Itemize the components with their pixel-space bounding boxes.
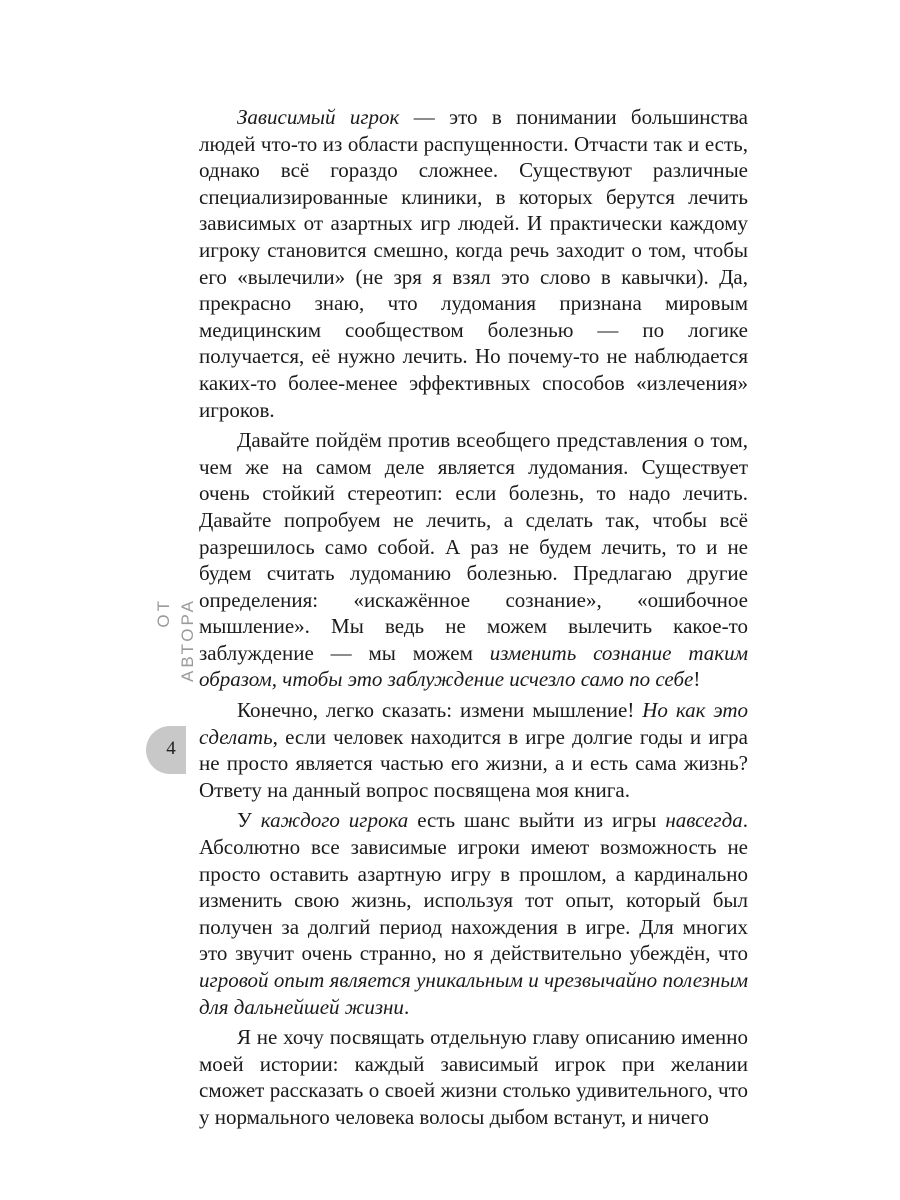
paragraph bbox=[199, 807, 748, 1020]
text-run: , если человек находится в игре долгие годы и игра не просто является частью его жизни, а и есть сама жизнь? Ответу на данный вопрос посвящена моя книга. bbox=[199, 724, 748, 802]
italic-run: игровой опыт является уникальным и чрезвычайно полезным для дальнейшей жизни bbox=[199, 968, 748, 1019]
paragraph bbox=[199, 697, 748, 803]
page-number: 4 bbox=[166, 738, 176, 759]
text-run: Давайте пойдём против всеобщего представления о том, чем же на самом деле является лудомания. Существует очень стойкий стереотип: если болезнь, то надо лечить. Давайте попробуем не лечить, а сделать так, чтобы всё разрешилось само собой. А раз не будем лечить, то и не будем считать лудоманию болезнью. Предлагаю другие определения: «искажённое сознание», «ошибочное мышление». Мы ведь не можем вылечить какое-то заблуждение — мы можем bbox=[199, 428, 748, 665]
text-run: ! bbox=[693, 667, 701, 692]
paragraph bbox=[199, 1024, 748, 1130]
text-run: есть шанс выйти из игры bbox=[408, 808, 666, 833]
text-run: Конечно, легко сказать: измени мышление! bbox=[237, 698, 643, 723]
italic-run: навсегда bbox=[665, 808, 743, 833]
paragraph bbox=[199, 427, 748, 693]
italic-run: изменить сознание таким образом, чтобы это заблуждение исчезло само по себе bbox=[199, 640, 748, 692]
page-number-badge bbox=[146, 726, 186, 774]
italic-run: каждого игрока bbox=[260, 808, 409, 833]
text-run: . bbox=[403, 994, 410, 1019]
section-label: ОТ АВТОРА bbox=[154, 598, 197, 682]
italic-run: Зависимый игрок bbox=[237, 105, 400, 129]
text-run: — это в понимании большинства людей что-то из области распущенности. Отчасти так и есть, однако всё гораздо сложнее. Существуют различные специализированные клиники, в которых берутся лечить зависимых от азартных игр людей. И практически каждому игроку становится смешно, когда речь заходит о том, чтобы его «вылечили» (не зря я взял это слово в кавычки). Да, прекрасно знаю, что лудомания признана мировым медицинским сообществом болезнью — по логике получается, её нужно лечить. Но почему-то не наблюдается каких-то более-менее эффективных способов «излечения» игроков. bbox=[199, 105, 749, 422]
text-run: У bbox=[237, 808, 261, 833]
text-run: . Абсолютно все зависимые игроки имеют возможность не просто оставить азартную игру в прошлом, а кардинально изменить свою жизнь, используя тот опыт, который был получен за долгий период нахождения в игре. Для многих это звучит очень странно, но я действительно убеждён, что bbox=[199, 808, 748, 966]
body-text bbox=[199, 104, 748, 1131]
paragraph bbox=[199, 104, 748, 423]
italic-run: Но как это сделать bbox=[199, 698, 748, 749]
text-run: Я не хочу посвящать отдельную главу описанию именно моей истории: каждый зависимый игрок при желании сможет рассказать о своей жизни столько удивительного, что у нормального человека волосы дыбом встанут, и ничего bbox=[199, 1025, 748, 1129]
